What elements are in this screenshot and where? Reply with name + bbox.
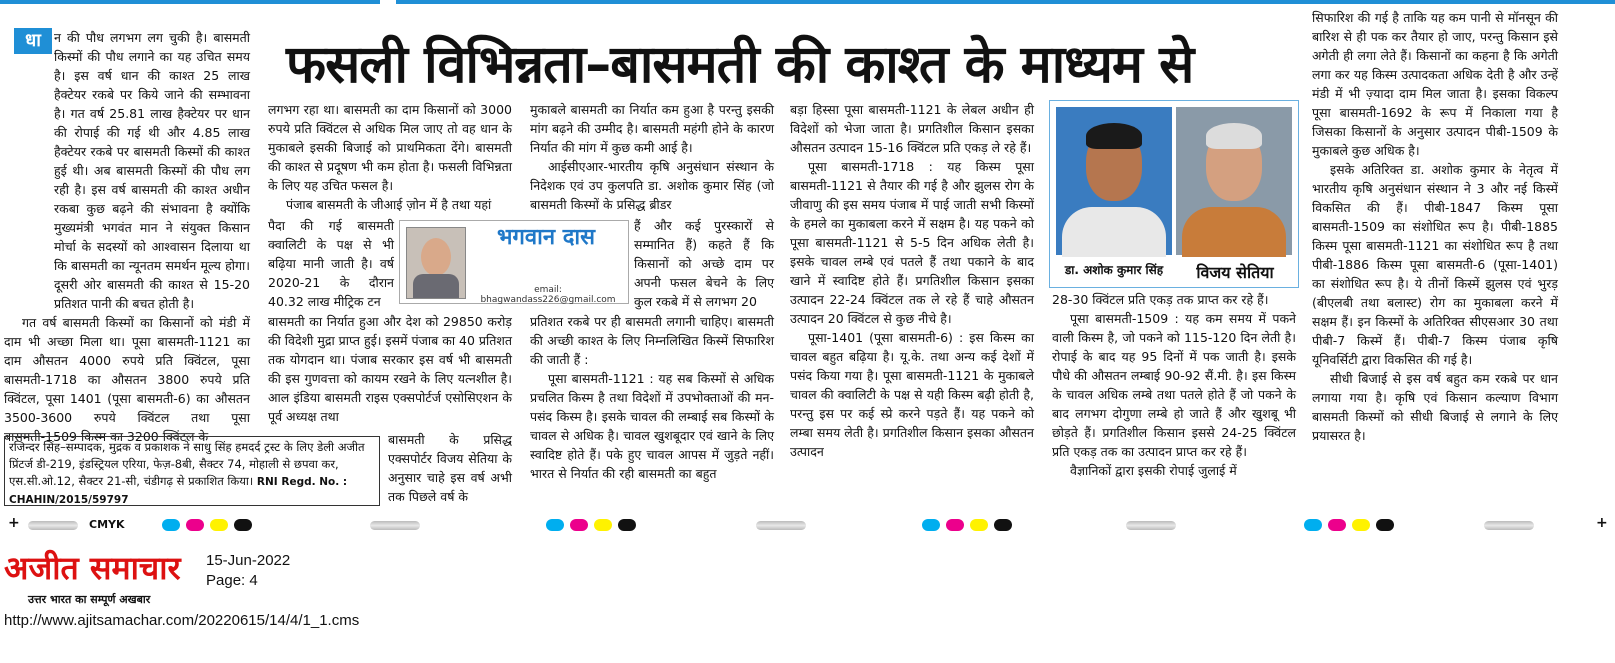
registration-pill (756, 521, 806, 530)
photo-ashok-kumar-singh (1056, 107, 1172, 255)
author-box (399, 220, 629, 304)
rni-number: RNI Regd. No. : CHAHIN/2015/59797 (9, 476, 348, 506)
issue-date: 15-Jun-2022 (206, 552, 291, 569)
col3-para-4: प्रतिशत रकबे पर ही बासमती लगानी चाहिए। बासमती की अच्छी काश्त के लिए निम्नलिखित किस्में सिफारिश की जाती हैं : (530, 314, 774, 367)
article-column-2-mid (268, 312, 512, 430)
article-column-2-wrap (268, 216, 394, 312)
col5-para-1: 28-30 क्विंटल प्रति एकड़ तक प्राप्त कर रहे हैं। (1052, 292, 1269, 307)
author-email: email: bhagwandass226@gmail.com (480, 285, 616, 305)
drop-cap: धा (14, 28, 52, 54)
yellow-swatch (210, 519, 228, 531)
yellow-swatch (970, 519, 988, 531)
registration-pill (1126, 521, 1176, 530)
magenta-swatch (1328, 519, 1346, 531)
article-column-3-wrap (634, 216, 774, 312)
black-swatch (234, 519, 252, 531)
cyan-swatch (1304, 519, 1322, 531)
magenta-swatch (946, 519, 964, 531)
col2-para-4: बासमती का निर्यात हुआ और देश को 29850 करोड़ की विदेशी मुद्रा प्राप्त हुई। इसमें पंजाब का 40 प्रतिशत तक योगदान था। पंजाब सरकार इस वर्ष भी बासमती की इस गुणवत्ता को कायम रखने के लिए यत्नशील है। आल इंडिया बासमती राइस एक्सपोर्टर्ज एसोसिएशन के पूर्व अध्यक्ष तथा (268, 314, 513, 424)
article-column-2-bottom (388, 430, 512, 508)
black-swatch (618, 519, 636, 531)
article-column-2-top (268, 100, 512, 216)
registration-pill (28, 521, 78, 530)
photo-box (1049, 100, 1299, 288)
registration-pill (1484, 521, 1534, 530)
top-rule-left (0, 0, 380, 4)
newspaper-tagline: उत्तर भारत का सम्पूर्ण अखबार (28, 593, 151, 606)
col5-para-2: पूसा बासमती-1509 : यह कम समय में पकने वाली किस्म है, जो पकने को 115-120 दिन लेती है। रोपाई के बाद यह 95 दिनों में पक जाती है। इसके पौधे की औसतन लम्बाई 90-92 सैं.मी. है। इस किस्म के चावल अधिक लम्बे तथा पतले होते हैं जो पकने के बाद लगभग दोगुणा लम्बे हो जाते हैं और खुशबू भी छोड़ते हैं। प्रगतिशील किसान इससे 24-25 क्विंटल प्रति एकड़ तक का उत्पादन प्राप्त कर रहे हैं। (1052, 311, 1296, 459)
black-swatch (1376, 519, 1394, 531)
article-column-3-top (530, 100, 774, 216)
registration-mark-icon: + (8, 515, 20, 531)
col6-para-2: इसके अतिरिक्त डा. अशोक कुमार के नेतृत्व में भारतीय कृषि अनुसंधान संस्थान ने 3 और नई किस्में विकसित की हैं। पीबी-1847 किस्म पूसा बासमती-1509 का संशोधित रूप है। पीबी-1885 किस्म पूसा बासमती-1121 का संशोधित रूप है तथा पीबी-1886 किस्म पूसा बासमती-6 (पूसा-1401) का संशोधित रूप है। ये तीनों किस्में झुलस एवं भुरड़ (बीएलबी तथा बलास्ट) रोग का मुकाबला करने में सक्षम हैं। इन किस्मों के अतिरिक्त सीएसआर 30 तथा पीबी-7 किस्में हैं। पीबी-7 किस्म पंजाब कृषि यूनिवर्सिटी द्वारा विकसित की गई है। (1312, 162, 1558, 367)
col4-para-2: पूसा बासमती-1718 : यह किस्म पूसा बासमती-1121 से तैयार की गई है और झुलस रोग के जीवाणु की इस समय पंजाब में पाई जाती सभी किस्मों के हमले का मुकाबला करने में सक्षम है। यह पकने को पूसा बासमती-1121 से 5-5 दिन अधिक लेती है। इसके चावल लम्बे एवं पतले हैं तथा पकाने के बाद खाने में स्वादिष्ट होते हैं। प्रगतिशील किसान इसका उत्पादन 22-24 क्विंटल तक ले रहे हैं चाहे औसतन उत्पादन 20 क्विंटल से कुछ नीचे है। (790, 159, 1034, 326)
registration-pill (370, 521, 420, 530)
cmyk-label: CMYK (89, 518, 125, 531)
cyan-swatch (922, 519, 940, 531)
col5-para-3: वैज्ञानिकों द्वारा इसकी रोपाई जुलाई में (1070, 463, 1237, 478)
registration-mark-icon: + (1596, 515, 1608, 531)
col1-para-1: न की पौध लगभग लग चुकी है। बासमती किस्मों की पौध लगाने का यह उचित समय है। इस वर्ष धान की काश्त 25 लाख हैक्टेयर रकबे पर किये जाने की सम्भावना है। गत वर्ष 25.81 लाख हैक्टेयर पर धान की रोपाई की गई थी और 4.85 लाख हैक्टेयर रकबे पर बासमती किस्मों की काश्त हुई थी। अब बासमती किस्मों की पौध लग रही है। इस वर्ष बासमती की काश्त अधीन रकबा कुछ बढ़ने की संभावना है क्योंकि मुख्यमंत्री भगवंत मान ने संयुक्त किसान मोर्चा के सदस्यों को आश्वासन दिलाया था कि बासमती का न्यूनतम समर्थन मूल्य होगा। दूसरी ओर बासमती की काश्त से 15-20 प्रतिशत पानी की बचत होती है। (54, 30, 250, 311)
col3-para-3: हैं और कई पुरस्कारों से सम्मानित हैं) कहते हैं कि किसानों को अच्छे दाम पर अपनी फसल बेचने के लिए कुल रकबे में से लगभग 20 (634, 218, 774, 309)
yellow-swatch (594, 519, 612, 531)
cyan-swatch (546, 519, 564, 531)
top-rule-right (396, 0, 1615, 4)
col4-para-1: बड़ा हिस्सा पूसा बासमती-1121 के लेबल अधीन ही विदेशों को भेजा जाता है। प्रगतिशील किसान इसका औसतन उत्पादन 15-16 क्विंटल प्रति एकड़ ले रहे हैं। (790, 102, 1034, 155)
col4-para-3: पूसा-1401 (पूसा बासमती-6) : इस किस्म का चावल बहुत बढ़िया है। यू.के. तथा अन्य कई देशों में पसंद किया गया है। पूसा बासमती-1121 के मुकाबले चावल की क्वालिटी के पक्ष से यही किस्म बढ़ी होती है, परन्तु इस पर कई स्प्रे करने पड़ते हैं। यह पकने को लम्बा समय लेती है। प्रगतिशील किसान इसका औसतन उत्पादन (790, 330, 1034, 459)
col3-para-2: आईसीएआर-भारतीय कृषि अनुसंधान संस्थान के निदेशक एवं उप कुलपति डा. अशोक कुमार सिंह (जो बासमती किस्मों के प्रसिद्ध ब्रीडर (530, 159, 774, 212)
col6-para-1: सिफारिश की गई है ताकि यह कम पानी से मॉनसून की बारिश से ही पक कर तैयार हो जाए, परन्तु किसान इसे अगेती ही लगा लेते हैं। किसानों का कहना है कि अगेती लगा कर यह किस्म उत्पादकता अधिक देती है और उन्हें मंडी में भी ज़्यादा दाम मिल जाता है। इसका विकल्प पूसा बासमती-1692 के रूप में निकाला गया है जिसका किसानों के अनुसार उत्पादन पीबी-1509 के मुकाबले कुछ अधिक है। (1312, 10, 1558, 158)
col1-para-2: गत वर्ष बासमती किस्मों का किसानों को मंडी में दाम भी अच्छा मिला था। पूसा बासमती-1121 का दाम औसतन 4000 रुपये प्रति क्विंटल, पूसा बासमती-1718 का औसतन 3800 रुपये प्रति क्विंटल, पूसा 1401 (पूसा बासमती-6) का औसतन 3500-3600 रुपये क्विंटल तथा पूसा बासमती-1509 किस्म का 3200 क्विंटल के (4, 315, 250, 444)
imprint-box (4, 436, 380, 506)
page-number: Page: 4 (206, 572, 258, 589)
col3-para-1: मुकाबले बासमती का निर्यात कम हुआ है परन्तु इसकी मांग बढ़ने की उम्मीद है। बासमती महंगी होने के कारण निर्यात की मांग में कुछ कमी आई है। (530, 102, 774, 155)
black-swatch (994, 519, 1012, 531)
col2-para-5: बासमती के प्रसिद्ध एक्सपोर्टर विजय सेतिया के अनुसार चाहे इस वर्ष अभी तक पिछले वर्ष के (388, 432, 512, 504)
article-column-6 (1312, 8, 1558, 508)
col3-para-5: पूसा बासमती-1121 : यह सब किस्मों से अधिक प्रचलित किस्म है तथा विदेशों में उपभोक्ताओं की मन-पसंद किस्म है। इसके चावल की लम्बाई सब किस्मों के चावल से अधिक है। चावल खुशबूदार एवं खाने के लिए स्वादिष्ट होते हैं। पके हुए चावल आपस में जुड़ते नहीं। भारत से निर्यात की रही बासमती का बहुत (530, 371, 774, 481)
col6-para-3: सीधी बिजाई से इस वर्ष बहुत कम रकबे पर धान लगाया गया है। कृषि एवं किसान कल्याण विभाग बासमती किस्मों को सीधी बिजाई से लगाने के लिए प्रयासरत है। (1312, 371, 1558, 443)
newspaper-logo: अजीत समाचार (4, 549, 181, 587)
photo-vijay-setia (1176, 107, 1292, 255)
source-url[interactable]: http://www.ajitsamachar.com/20220615/14/4/1_1.cms (4, 612, 360, 629)
article-headline: फसली विभिन्नता–बासमती की काश्त के माध्यम से (286, 35, 1194, 95)
author-name: भगवान दास (497, 225, 595, 250)
cyan-swatch (162, 519, 180, 531)
author-photo (406, 227, 466, 299)
col2-para-1: लगभग रहा था। बासमती का दाम किसानों को 3000 रुपये प्रति क्विंटल से अधिक मिल जाए तो वह धान के मुकाबले इसकी बिजाई को प्राथमिकता देंगे। बासमती की काश्त से प्रदूषण भी कम होता है। फसली विभिन्नता के लिए यह उचित फसल है। (268, 102, 512, 193)
magenta-swatch (186, 519, 204, 531)
article-column-1 (4, 28, 250, 444)
magenta-swatch (570, 519, 588, 531)
col2-para-2: पंजाब बासमती के जीआई ज़ोन में है तथा यहां (286, 197, 492, 212)
yellow-swatch (1352, 519, 1370, 531)
article-column-4 (790, 100, 1034, 508)
article-column-3-bottom (530, 312, 774, 508)
article-column-5 (1052, 290, 1296, 508)
photo-caption-2: विजय सेतिया (1196, 263, 1274, 282)
photo-caption-1: डा. अशोक कुमार सिंह (1064, 263, 1164, 277)
col2-para-3: पैदा की गई बासमती क्वालिटी के पक्ष से भी बढ़िया मानी जाती है। वर्ष 2020-21 के दौरान 40.32 लाख मीट्रिक टन (268, 218, 394, 309)
imprint-text: रजिन्दर सिंह–सम्पादक, मुद्रक व प्रकाशक ने साधु सिंह हमदर्द ट्रस्ट के लिए डेली अजीत प्रिंटर्ज डी-219, इंडस्ट्रियल एरिया, फेज़-8बी, सैक्टर 74, मोहाली से छपवा कर, एस.सी.ओ.12, सैक्टर 21-सी, चंडीगढ़ से प्रकाशित किया। (9, 440, 365, 488)
